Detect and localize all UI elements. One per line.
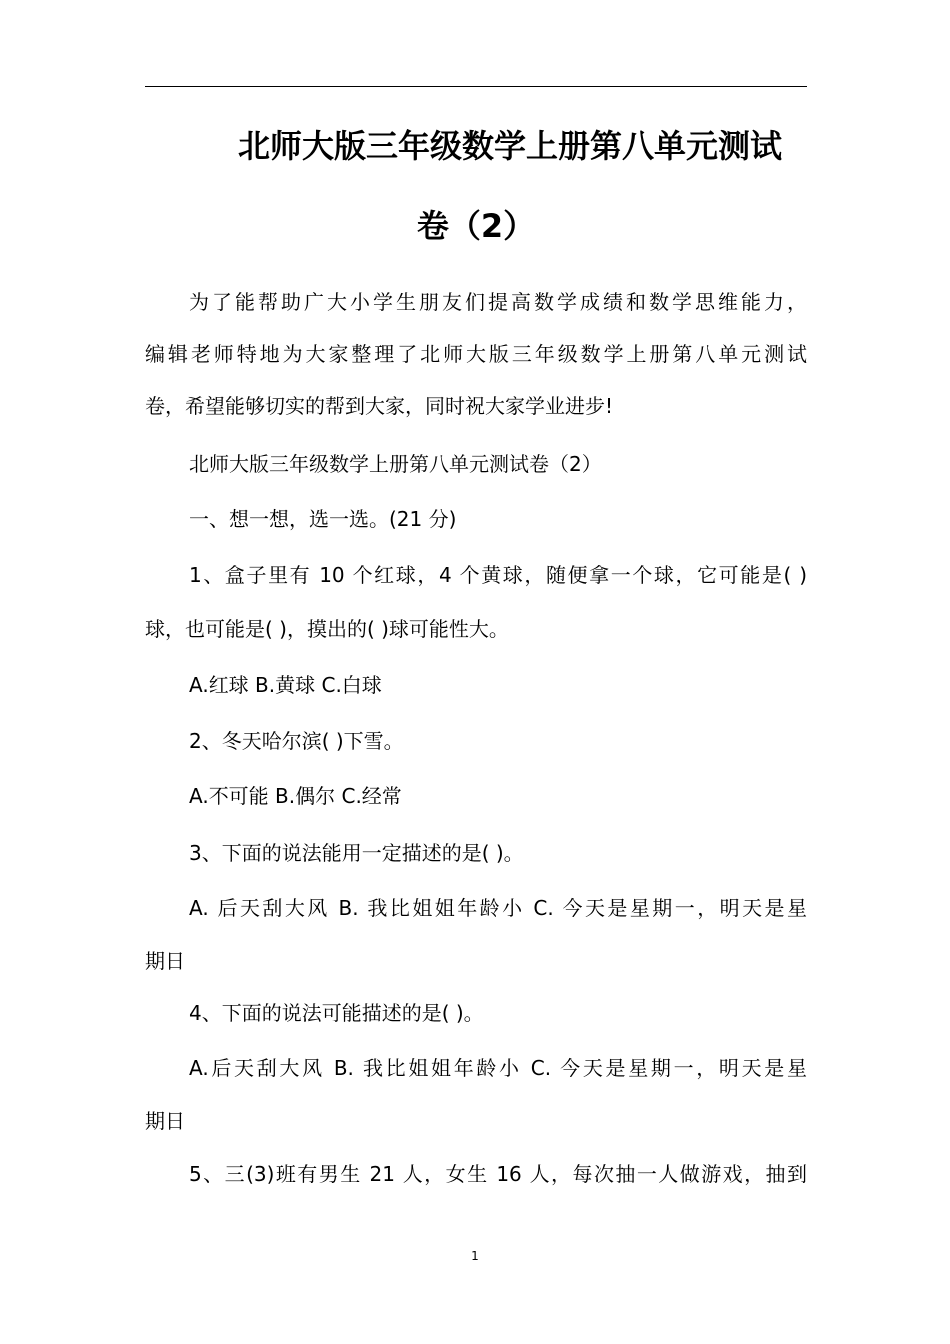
intro-line-1: 为了能帮助广大小学生朋友们提高数学成绩和数学思维能力， xyxy=(189,290,807,314)
intro-line-2: 编辑老师特地为大家整理了北师大版三年级数学上册第八单元测试 xyxy=(145,342,807,366)
subtitle: 北师大版三年级数学上册第八单元测试卷（2） xyxy=(189,452,602,476)
question-4: 4、下面的说法可能描述的是( )。 xyxy=(189,1001,484,1025)
question-2: 2、冬天哈尔滨( )下雪。 xyxy=(189,729,404,753)
document-title-line-2: 卷（2） xyxy=(416,207,536,245)
question-3: 3、下面的说法能用一定描述的是( )。 xyxy=(189,841,524,865)
question-4-options-line-1: A.后天刮大风 B. 我比姐姐年龄小 C. 今天是星期一，明天是星 xyxy=(189,1056,807,1080)
intro-line-3: 卷，希望能够切实的帮到大家，同时祝大家学业进步! xyxy=(145,394,614,418)
question-3-options-line-2: 期日 xyxy=(145,949,185,973)
question-1-line-1: 1、盒子里有 10 个红球，4 个黄球，随便拿一个球，它可能是( ) xyxy=(189,563,807,587)
header-rule xyxy=(145,86,807,87)
question-4-options-line-2: 期日 xyxy=(145,1109,185,1133)
question-5-line-1: 5、三(3)班有男生 21 人，女生 16 人，每次抽一人做游戏，抽到 xyxy=(189,1162,807,1186)
page-number: 1 xyxy=(471,1249,479,1263)
document-title-line-1: 北师大版三年级数学上册第八单元测试 xyxy=(237,127,782,165)
question-1-line-2: 球，也可能是( )，摸出的( )球可能性大。 xyxy=(145,617,509,641)
question-1-options: A.红球 B.黄球 C.白球 xyxy=(189,673,382,697)
question-3-options-line-1: A. 后天刮大风 B. 我比姐姐年龄小 C. 今天是星期一，明天是星 xyxy=(189,896,807,920)
section-heading: 一、想一想，选一选。(21 分) xyxy=(189,507,457,531)
question-2-options: A.不可能 B.偶尔 C.经常 xyxy=(189,784,402,808)
